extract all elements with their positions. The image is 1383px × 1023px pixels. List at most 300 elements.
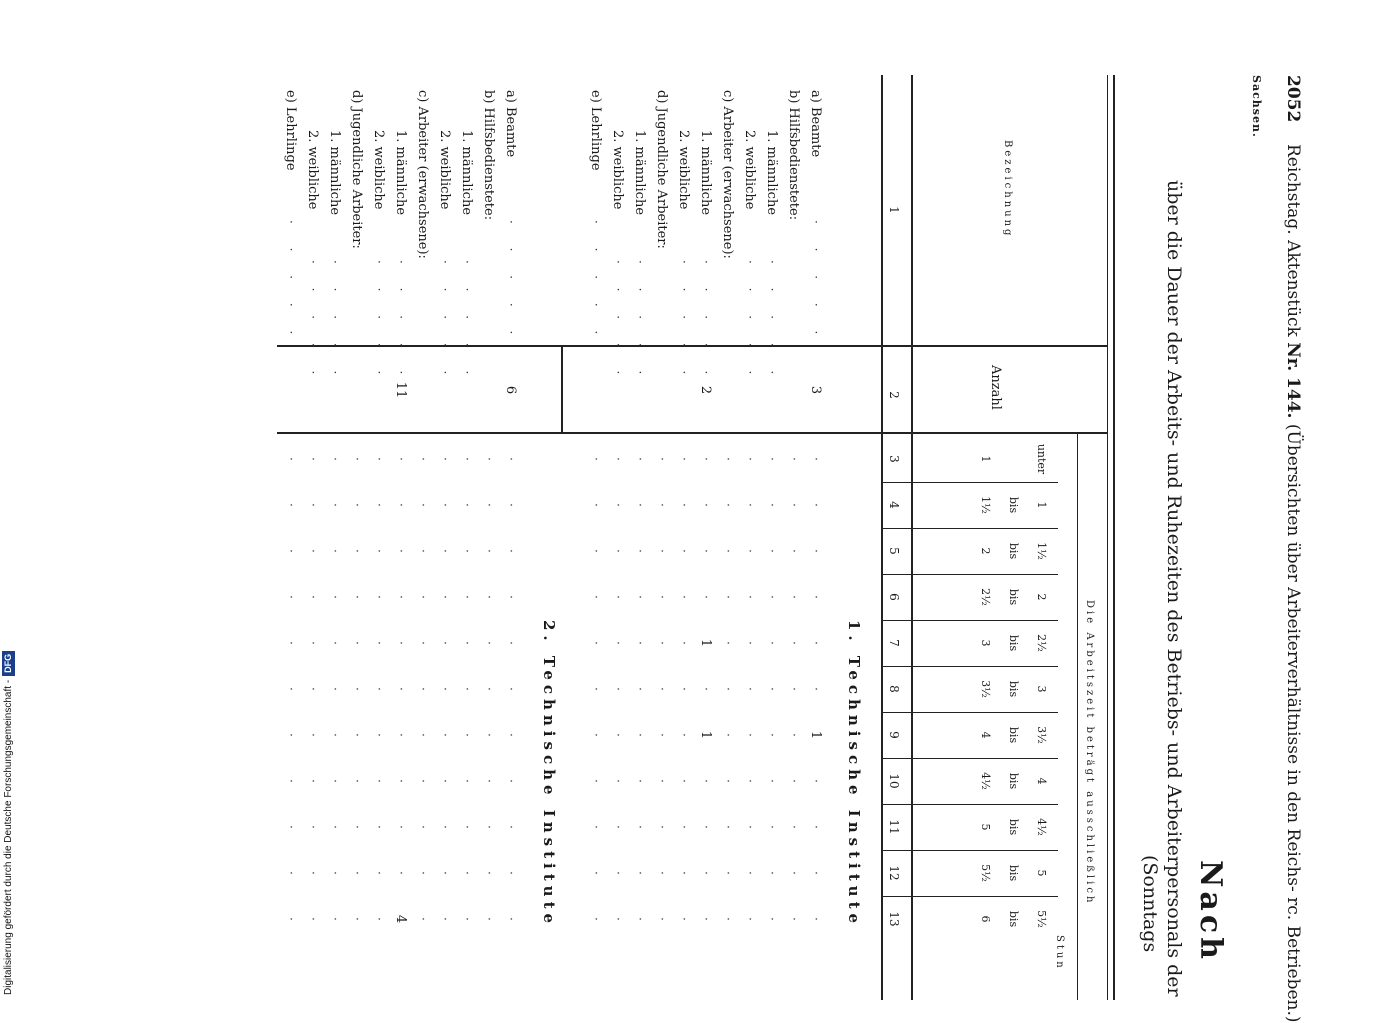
- row-value: ·: [481, 824, 496, 830]
- row-value: ·: [393, 732, 408, 738]
- page-number: 2052: [1283, 75, 1303, 123]
- row-label: a) Beamte: [503, 90, 518, 158]
- row-value: 1: [698, 638, 713, 648]
- row-value: ·: [610, 916, 625, 922]
- time-col-header: [964, 482, 1048, 528]
- row-value: ·: [459, 640, 474, 646]
- row-value: ·: [437, 502, 452, 508]
- row-value: ·: [676, 732, 691, 738]
- row-value: ·: [808, 824, 823, 830]
- row-value: ·: [349, 778, 364, 784]
- row-value: ·: [588, 824, 603, 830]
- title-big: Nach: [1193, 860, 1228, 963]
- row-value: ·: [764, 594, 779, 600]
- leader-dots: · · · · ·: [460, 260, 474, 385]
- time-col-header-mid: bis: [1007, 864, 1020, 882]
- row-value: ·: [437, 870, 452, 876]
- time-col-header-mid: bis: [1007, 772, 1020, 790]
- row-value: ·: [327, 824, 342, 830]
- running-title-nr: Nr. 144.: [1283, 342, 1303, 419]
- row-value: ·: [371, 502, 386, 508]
- row-value: ·: [720, 824, 735, 830]
- row-value: ·: [349, 916, 364, 922]
- time-col-header-mid: bis: [1007, 634, 1020, 652]
- time-col-header: [964, 666, 1048, 712]
- column-number: 5: [887, 547, 901, 555]
- row-value: ·: [808, 916, 823, 922]
- row-value: ·: [720, 548, 735, 554]
- row-value: ·: [327, 594, 342, 600]
- leader-dots: · · · · ·: [699, 260, 713, 385]
- row-value: ·: [503, 824, 518, 830]
- row-value: ·: [588, 640, 603, 646]
- row-value: ·: [349, 732, 364, 738]
- row-value: ·: [720, 594, 735, 600]
- leader-dots: · · · · ·: [809, 220, 823, 345]
- row-value: ·: [305, 824, 320, 830]
- leader-dots: · · · · ·: [677, 260, 691, 385]
- row-value: ·: [720, 870, 735, 876]
- row-anzahl: 6: [503, 385, 518, 395]
- row-label: a) Beamte: [808, 90, 823, 158]
- time-col-header: [964, 436, 1048, 482]
- column-number: 7: [887, 639, 901, 647]
- row-value: ·: [349, 548, 364, 554]
- time-col-divider: [882, 850, 1058, 851]
- row-value: ·: [654, 640, 669, 646]
- row-value: ·: [808, 594, 823, 600]
- row-value: ·: [610, 640, 625, 646]
- row-value: ·: [698, 916, 713, 922]
- row-value: ·: [459, 594, 474, 600]
- row-value: ·: [415, 640, 430, 646]
- time-col-divider: [882, 574, 1058, 575]
- time-col-header-top: 5½: [1035, 910, 1048, 928]
- time-col-header-top: 1½: [1035, 542, 1048, 560]
- row-value: ·: [371, 732, 386, 738]
- time-col-header-top: 3½: [1035, 726, 1048, 744]
- row-label: 1. männliche: [393, 130, 408, 216]
- row-value: ·: [371, 456, 386, 462]
- row-value: ·: [588, 686, 603, 692]
- row-value: ·: [588, 778, 603, 784]
- row-value: ·: [720, 640, 735, 646]
- row-value: ·: [654, 778, 669, 784]
- row-value: ·: [481, 686, 496, 692]
- row-value: ·: [610, 594, 625, 600]
- row-value: ·: [742, 594, 757, 600]
- row-value: ·: [283, 686, 298, 692]
- row-value: ·: [415, 732, 430, 738]
- row-value: ·: [415, 824, 430, 830]
- row-value: ·: [415, 870, 430, 876]
- row-value: ·: [393, 640, 408, 646]
- row-value: ·: [676, 686, 691, 692]
- row-anzahl: 11: [393, 381, 408, 399]
- row-value: ·: [742, 916, 757, 922]
- row-value: ·: [349, 502, 364, 508]
- time-col-header: [964, 850, 1048, 896]
- row-value: ·: [503, 594, 518, 600]
- leader-dots: · · · · ·: [611, 260, 625, 385]
- row-value: ·: [676, 778, 691, 784]
- time-col-header-top: 5: [1035, 869, 1048, 877]
- row-label: c) Arbeiter (erwachsene):: [720, 90, 735, 259]
- time-col-header-mid: bis: [1007, 818, 1020, 836]
- row-value: ·: [393, 824, 408, 830]
- row-value: ·: [283, 548, 298, 554]
- row-value: ·: [610, 732, 625, 738]
- row-value: ·: [459, 778, 474, 784]
- row-value: ·: [698, 548, 713, 554]
- row-value: ·: [327, 640, 342, 646]
- row-value: ·: [305, 778, 320, 784]
- time-col-header: [964, 896, 1048, 942]
- row-value: ·: [305, 870, 320, 876]
- time-col-divider: [882, 804, 1058, 805]
- row-value: ·: [808, 686, 823, 692]
- row-value: ·: [371, 594, 386, 600]
- row-label: 1. männliche: [327, 130, 342, 216]
- row-value: ·: [305, 916, 320, 922]
- leader-dots: · · · · ·: [372, 260, 386, 385]
- row-value: ·: [327, 870, 342, 876]
- row-label: d) Jugendliche Arbeiter:: [349, 90, 364, 249]
- row-value: ·: [415, 594, 430, 600]
- row-value: ·: [632, 824, 647, 830]
- row-label: e) Lehrlinge: [588, 90, 603, 171]
- dfg-logo: DFG: [2, 651, 15, 676]
- row-label: e) Lehrlinge: [283, 90, 298, 171]
- section-title: 2. Technische Institute: [540, 620, 558, 929]
- row-label: b) Hilfsbedienstete:: [786, 90, 801, 221]
- time-col-header-mid: bis: [1007, 588, 1020, 606]
- row-value: ·: [742, 778, 757, 784]
- row-value: ·: [720, 456, 735, 462]
- row-value: ·: [437, 686, 452, 692]
- row-value: ·: [764, 686, 779, 692]
- row-value: ·: [786, 686, 801, 692]
- row-value: ·: [654, 870, 669, 876]
- time-col-header-top: unter: [1035, 443, 1048, 475]
- row-value: ·: [588, 456, 603, 462]
- row-value: ·: [415, 548, 430, 554]
- row-value: ·: [371, 824, 386, 830]
- row-value: ·: [632, 870, 647, 876]
- time-col-header-mid: bis: [1007, 726, 1020, 744]
- row-label: 1. männliche: [632, 130, 647, 216]
- row-value: ·: [786, 502, 801, 508]
- time-col-divider: [882, 758, 1058, 759]
- row-value: ·: [393, 502, 408, 508]
- row-value: ·: [808, 778, 823, 784]
- row-value: ·: [588, 870, 603, 876]
- row-value: ·: [588, 502, 603, 508]
- row-value: ·: [371, 686, 386, 692]
- row-value: ·: [808, 640, 823, 646]
- row-label: b) Hilfsbedienstete:: [481, 90, 496, 221]
- row-value: 1: [808, 730, 823, 740]
- row-value: ·: [676, 502, 691, 508]
- time-col-header-bot: 6: [979, 915, 992, 923]
- row-value: ·: [371, 548, 386, 554]
- row-value: ·: [371, 640, 386, 646]
- dfg-footer: [0, 605, 18, 995]
- row-value: ·: [632, 778, 647, 784]
- row-value: ·: [437, 732, 452, 738]
- row-value: ·: [503, 502, 518, 508]
- row-value: ·: [808, 870, 823, 876]
- time-header-rule: [1077, 434, 1078, 1000]
- row-value: ·: [349, 870, 364, 876]
- time-col-header-bot: 3½: [979, 680, 992, 698]
- leader-dots: · · · · ·: [284, 220, 298, 345]
- row-value: ·: [481, 870, 496, 876]
- row-value: ·: [459, 502, 474, 508]
- row-value: ·: [720, 502, 735, 508]
- leader-dots: · · · · ·: [504, 220, 518, 345]
- row-value: ·: [786, 640, 801, 646]
- row-value: ·: [327, 778, 342, 784]
- time-col-header-mid: bis: [1007, 496, 1020, 514]
- row-value: ·: [764, 870, 779, 876]
- time-col-header: [964, 758, 1048, 804]
- row-value: ·: [610, 778, 625, 784]
- row-label: 2. weibliche: [742, 130, 757, 210]
- row-value: ·: [676, 594, 691, 600]
- row-value: ·: [632, 502, 647, 508]
- row-value: ·: [786, 548, 801, 554]
- row-value: ·: [720, 778, 735, 784]
- row-value: ·: [305, 548, 320, 554]
- row-value: ·: [371, 916, 386, 922]
- row-value: ·: [764, 502, 779, 508]
- row-value: ·: [503, 916, 518, 922]
- row-value: ·: [283, 870, 298, 876]
- row-value: ·: [632, 916, 647, 922]
- row-value: ·: [415, 778, 430, 784]
- column-number: 6: [887, 593, 901, 601]
- row-label: 2. weibliche: [610, 130, 625, 210]
- row-value: ·: [349, 824, 364, 830]
- time-col-divider: [882, 666, 1058, 667]
- leader-dots: · · · · ·: [765, 260, 779, 385]
- row-label: 2. weibliche: [371, 130, 386, 210]
- row-value: ·: [283, 916, 298, 922]
- leader-dots: · · · · ·: [633, 260, 647, 385]
- row-value: ·: [742, 640, 757, 646]
- row-value: ·: [459, 548, 474, 554]
- title-right: (Sonntags: [1139, 855, 1161, 953]
- row-value: ·: [786, 456, 801, 462]
- arbeitszeit-header: Die Arbeitszeit beträgt ausschließlich: [1084, 600, 1095, 906]
- row-value: ·: [742, 502, 757, 508]
- time-col-header: [964, 574, 1048, 620]
- row-value: ·: [327, 456, 342, 462]
- row-value: ·: [503, 456, 518, 462]
- stunden-label: Stun: [1054, 935, 1065, 971]
- row-value: ·: [393, 778, 408, 784]
- row-value: ·: [393, 456, 408, 462]
- table-top-rule: [1113, 75, 1115, 1000]
- row-anzahl: 3: [808, 385, 823, 395]
- row-value: ·: [764, 548, 779, 554]
- row-value: ·: [283, 594, 298, 600]
- row-value: ·: [327, 502, 342, 508]
- row-value: ·: [481, 594, 496, 600]
- row-value: ·: [676, 870, 691, 876]
- table-top-rule-thin: [1107, 75, 1108, 1000]
- time-col-header-bot: 3: [979, 639, 992, 647]
- row-value: ·: [654, 916, 669, 922]
- row-value: ·: [305, 594, 320, 600]
- row-value: ·: [503, 870, 518, 876]
- row-value: ·: [305, 686, 320, 692]
- row-value: ·: [459, 732, 474, 738]
- row-value: ·: [503, 732, 518, 738]
- column-number: 8: [887, 685, 901, 693]
- row-value: ·: [459, 456, 474, 462]
- time-col-header-bot: 2: [979, 547, 992, 555]
- row-value: ·: [786, 824, 801, 830]
- row-value: ·: [764, 778, 779, 784]
- row-value: ·: [742, 456, 757, 462]
- time-col-header: [964, 712, 1048, 758]
- row-value: ·: [588, 732, 603, 738]
- time-col-header-mid: bis: [1007, 542, 1020, 560]
- time-col-header-bot: 4½: [979, 772, 992, 790]
- title-line: über die Dauer der Arbeits- und Ruhezeiten des Betriebs- und Arbeiterpersonals der: [1163, 180, 1185, 997]
- leader-dots: · · · · ·: [328, 260, 342, 385]
- row-value: ·: [610, 686, 625, 692]
- row-value: ·: [808, 548, 823, 554]
- time-col-header-mid: [992, 436, 1020, 482]
- row-value: ·: [415, 916, 430, 922]
- leader-dots: · · · · ·: [589, 220, 603, 345]
- row-value: ·: [786, 916, 801, 922]
- leader-dots: · · · · ·: [438, 260, 452, 385]
- row-value: ·: [676, 824, 691, 830]
- time-col-header: [964, 528, 1048, 574]
- row-value: ·: [459, 824, 474, 830]
- time-col-header-bot: 5½: [979, 864, 992, 882]
- row-value: ·: [610, 456, 625, 462]
- row-value: ·: [371, 778, 386, 784]
- row-value: ·: [481, 548, 496, 554]
- row-value: ·: [676, 548, 691, 554]
- divider-anzahl-times: [277, 432, 1107, 434]
- time-col-header: [964, 804, 1048, 850]
- column-number: 13: [887, 911, 901, 927]
- row-value: ·: [503, 778, 518, 784]
- time-col-divider: [882, 528, 1058, 529]
- time-col-header-mid: bis: [1007, 680, 1020, 698]
- column-number: 9: [887, 731, 901, 739]
- row-value: ·: [371, 870, 386, 876]
- row-value: ·: [720, 916, 735, 922]
- row-value: ·: [610, 824, 625, 830]
- leader-dots: · · · · ·: [743, 260, 757, 385]
- col-anzahl: Anzahl: [988, 365, 1003, 410]
- row-value: ·: [698, 456, 713, 462]
- row-value: ·: [503, 548, 518, 554]
- row-value: ·: [764, 640, 779, 646]
- column-number: 3: [887, 455, 901, 463]
- row-value: ·: [698, 824, 713, 830]
- row-value: ·: [481, 456, 496, 462]
- time-col-header-bot: 4: [979, 731, 992, 739]
- running-header: [1283, 75, 1303, 1023]
- row-value: ·: [481, 732, 496, 738]
- row-value: ·: [283, 640, 298, 646]
- row-value: ·: [610, 870, 625, 876]
- time-col-header-top: 4½: [1035, 818, 1048, 836]
- row-value: ·: [481, 916, 496, 922]
- row-value: ·: [632, 640, 647, 646]
- row-value: ·: [283, 456, 298, 462]
- row-value: ·: [393, 870, 408, 876]
- row-label: 2. weibliche: [305, 130, 320, 210]
- time-col-header-top: 3: [1035, 685, 1048, 693]
- row-value: ·: [305, 502, 320, 508]
- row-value: ·: [654, 594, 669, 600]
- row-value: ·: [327, 916, 342, 922]
- row-value: ·: [503, 686, 518, 692]
- row-value: ·: [415, 502, 430, 508]
- row-label: 1. männliche: [459, 130, 474, 216]
- row-value: ·: [654, 686, 669, 692]
- row-value: ·: [481, 502, 496, 508]
- row-value: ·: [305, 732, 320, 738]
- row-value: ·: [305, 640, 320, 646]
- row-value: ·: [742, 686, 757, 692]
- row-value: ·: [283, 732, 298, 738]
- column-number: 4: [887, 501, 901, 509]
- row-value: ·: [632, 686, 647, 692]
- time-col-header-top: 1: [1035, 501, 1048, 509]
- time-col-header-bot: 1½: [979, 496, 992, 514]
- time-col-divider: [882, 482, 1058, 483]
- row-value: ·: [654, 548, 669, 554]
- row-value: ·: [786, 870, 801, 876]
- row-value: ·: [327, 686, 342, 692]
- row-value: ·: [786, 594, 801, 600]
- row-value: ·: [632, 456, 647, 462]
- row-value: ·: [437, 548, 452, 554]
- row-value: ·: [481, 778, 496, 784]
- row-label: 1. männliche: [698, 130, 713, 216]
- row-value: ·: [327, 548, 342, 554]
- row-label: d) Jugendliche Arbeiter:: [654, 90, 669, 249]
- row-value: ·: [654, 824, 669, 830]
- running-title-suffix: (Übersichten über Arbeiterverhältnisse in den Reichs- rc. Betrieben.): [1283, 423, 1303, 1023]
- time-col-divider: [882, 896, 1058, 897]
- row-label: c) Arbeiter (erwachsene):: [415, 90, 430, 259]
- row-label: 2. weibliche: [437, 130, 452, 210]
- row-value: ·: [720, 732, 735, 738]
- row-value: ·: [808, 502, 823, 508]
- row-value: ·: [349, 456, 364, 462]
- row-value: ·: [349, 640, 364, 646]
- column-number: 2: [887, 391, 901, 399]
- time-col-header-mid: bis: [1007, 910, 1020, 928]
- row-value: 1: [698, 730, 713, 740]
- table-header-bottom-rule: [911, 75, 913, 1000]
- row-value: ·: [437, 824, 452, 830]
- row-value: ·: [283, 778, 298, 784]
- row-value: ·: [437, 916, 452, 922]
- row-value: ·: [349, 594, 364, 600]
